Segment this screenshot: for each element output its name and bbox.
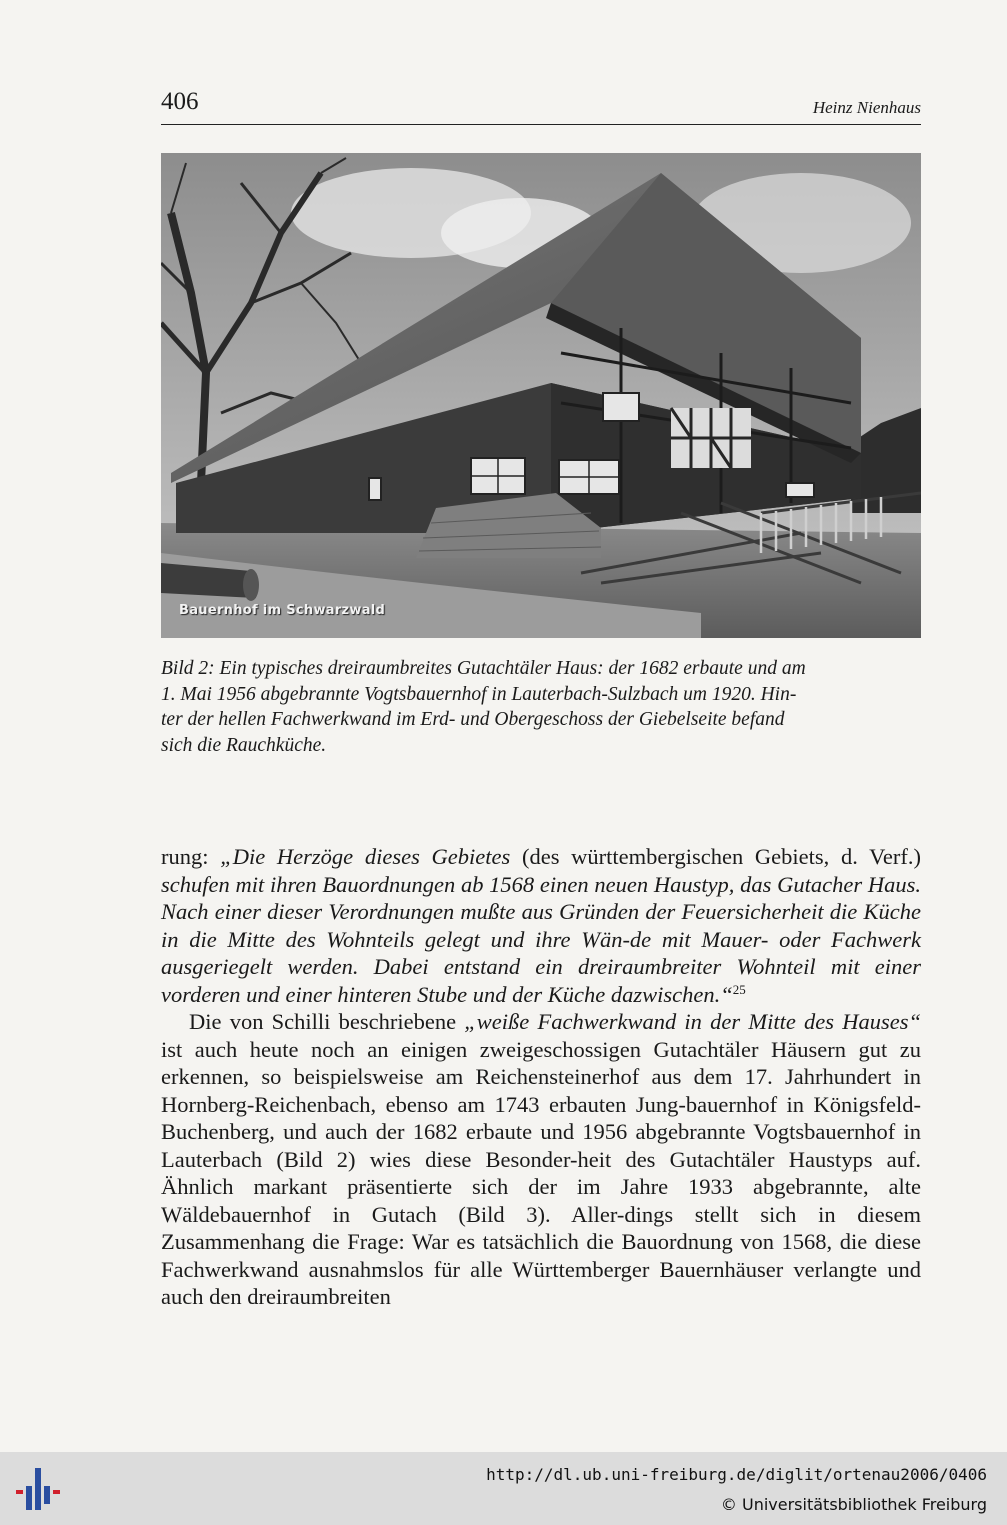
- running-header-author: Heinz Nienhaus: [812, 98, 921, 117]
- caption-line: sich die Rauchküche.: [161, 734, 327, 756]
- caption-line: 1. Mai 1956 abgebrannte Vogtsbauernhof in Lauterbach-Sulzbach um 1920. Hin-: [161, 683, 797, 705]
- text-run: Die von Schilli beschriebene: [189, 1009, 465, 1034]
- caption-line: Bild 2: Ein typisches dreiraumbreites Gutachtäler Haus: der 1682 erbaute und am: [161, 658, 806, 679]
- running-header: [161, 88, 921, 125]
- permalink-url[interactable]: http://dl.ub.uni-freiburg.de/diglit/ortenau2006/0406: [486, 1465, 987, 1484]
- ub-freiburg-logo-icon: [12, 1464, 64, 1516]
- text-run: (des württembergischen Gebiets, d. Verf.): [510, 844, 921, 869]
- paragraph-2: [161, 1008, 921, 1311]
- farmhouse-photo: [161, 153, 921, 638]
- text-run: ist auch heute noch an einigen zweigeschossigen Gutachtäler Häusern gut zu erkennen, so beispielsweise am Reichensteinerhof aus dem 17. Jahrhundert in Hornberg-Reichenbach, ebenso am 1743 erbauten Jung-bauernhof in Königsfeld-Buchenberg, und auch der 1682 erbaute und 1956 abgebrannte Vogtsbauernhof in Lauterbach (Bild 2) wies diese Besonder-heit des Gutachtäler Haustyps auf. Ähnlich markant präsentierte sich der im Jahre 1933 abgebrannte, alte Wäldebauernhof in Gutach (Bild 3). Aller-dings stellt sich in diesem Zusammenhang die Frage: War es tatsächlich die Bauordnung von 1568, die diese Fachwerkwand ausnahmslos für alle Württemberger Bauernhäuser verlangte und auch den dreiraumbreiten: [161, 1036, 921, 1309]
- quote-text: schufen mit ihren Bauordnungen ab 1568 einen neuen Haustyp, das Gutacher Haus. Nach einer dieser Verordnungen mußte aus Gründen der Feuersicherheit die Küche in die Mitte des Wohnteils gelegt und ihre Wän-de mit Mauer- oder Fachwerk ausgeriegelt werden. Dabei entstand ein dreiraumbreiter Wohnteil mit einer vorderen und einer hinteren Stube und der Küche dazwischen.“: [161, 871, 921, 1007]
- photo-label: Bauernhof im Schwarzwald: [179, 603, 386, 618]
- copyright-notice: © Universitätsbibliothek Freiburg: [720, 1495, 987, 1514]
- farmhouse-photo-image: [161, 153, 921, 638]
- caption-line: ter der hellen Fachwerkwand im Erd- und Obergeschoss der Giebelseite befand: [161, 709, 785, 730]
- footer-bar: [0, 1452, 1007, 1525]
- body-text: [161, 843, 921, 1311]
- quote-text: „Die Herzöge dieses Gebietes: [220, 844, 511, 869]
- paragraph-1: [161, 843, 921, 1008]
- text-run: rung:: [161, 844, 221, 869]
- footnote-marker: 25: [732, 981, 746, 997]
- page-number: 406: [161, 88, 199, 115]
- quote-text: „weiße Fachwerkwand in der Mitte des Hauses“: [464, 1009, 921, 1034]
- figure-caption: [161, 656, 921, 758]
